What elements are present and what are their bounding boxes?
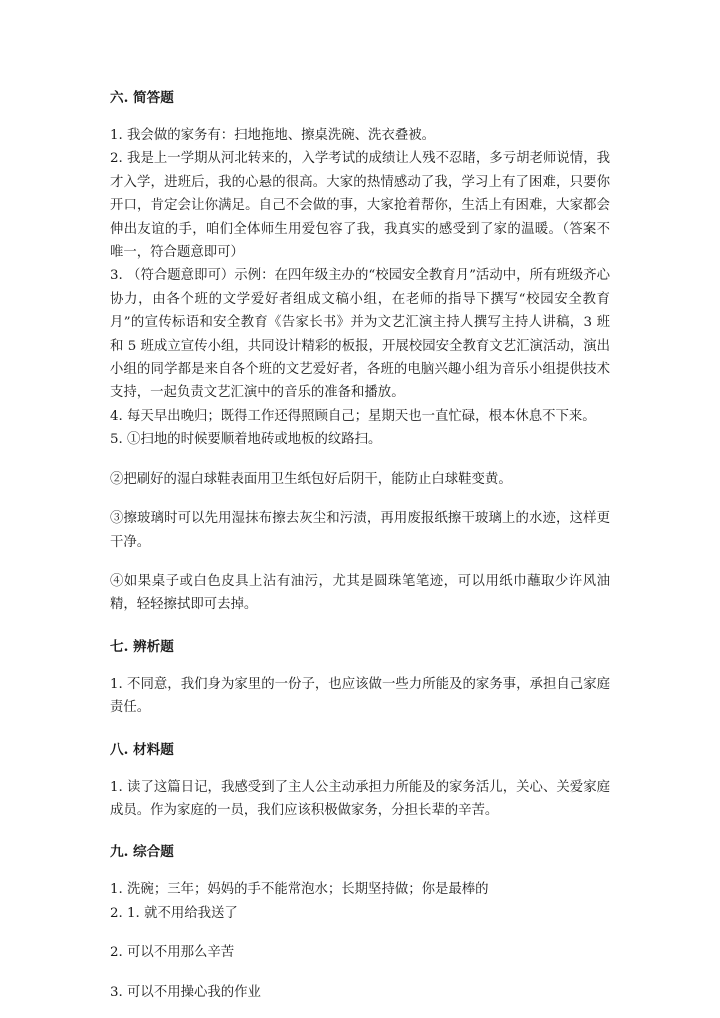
answer-paragraph: 3. 可以不用操心我的作业 [110, 984, 261, 1000]
section-heading-material: 八. 材料题 [110, 741, 174, 758]
answer-paragraph: 2. 可以不用那么辛苦 [110, 945, 235, 961]
answer-paragraph: 5. ①扫地的时候要顺着地砖或地板的纹路扫。 [110, 432, 382, 448]
answer-paragraph: 1. 不同意，我们身为家里的一份子，也应该做一些力所能及的家务事，承担自己家庭责任。 [110, 676, 610, 716]
section-heading-comprehensive: 九. 综合题 [110, 844, 174, 861]
answer-paragraph: ④如果桌子或白色皮具上沾有油污，尤其是圆珠笔笔迹，可以用纸巾蘸取少许风油精，轻轻擦拭即可去掉。 [110, 573, 610, 613]
answer-document [110, 88, 610, 1004]
section-heading-analysis: 七. 辨析题 [110, 638, 174, 655]
answer-paragraph: 2. 1. 就不用给我送了 [110, 905, 238, 921]
answer-paragraph: 1. 读了这篇日记，我感受到了主人公主动承担力所能及的家务活儿，关心、关爱家庭成员。作为家庭的一员，我们应该积极做家务，分担长辈的辛苦。 [110, 779, 610, 818]
answer-paragraph: ③擦玻璃时可以先用湿抹布擦去灰尘和污渍，再用废报纸擦干玻璃上的水迹，这样更干净。 [110, 511, 610, 550]
answer-paragraph: 3. （符合题意即可）示例：在四年级主办的“校园安全教育月”活动中，所有班级齐心协力，由各个班的文学爱好者组成文稿小组，在老师的指导下撰写“校园安全教育月”的宣传标语和安全教育《告家长书》并为文艺汇演主持人撰写主持人讲稿，3 班和 5 班成立宣传小组，共同设计精彩的板报，开展校园安全教育文艺汇演活动，演出小组的同学都是来自各个班的文艺爱好者，各班的电脑兴趣小组为音乐小组提供技术支持，一起负责文艺汇演中的音乐的准备和播放。 [110, 268, 610, 401]
answer-paragraph: 1. 洗碗；三年；妈妈的手不能常泡水；长期坚持做；你是最棒的 [110, 882, 489, 898]
answer-paragraph: 4. 每天早出晚归；既得工作还得照顾自己；星期天也一直忙碌，根本休息不下来。 [110, 408, 596, 424]
answer-paragraph: 1. 我会做的家务有：扫地拖地、擦桌洗碗、洗衣叠被。 [110, 128, 436, 143]
answer-paragraph: ②把刷好的湿白球鞋表面用卫生纸包好后阴干，能防止白球鞋变黄。 [110, 471, 512, 487]
section-heading-short-answer: 六. 简答题 [110, 90, 174, 106]
answer-paragraph: 2. 我是上一学期从河北转来的，入学考试的成绩让人残不忍睹，多亏胡老师说情，我才入学，进班后，我的心悬的很高。大家的热情感动了我，学习上有了困难，只要你开口，肯定会让你满足。自己不会做的事，大家抢着帮你，生活上有困难，大家都会伸出友谊的手，咱们全体师生用爱包容了我，我真实的感受到了家的温暖。（答案不唯一，符合题意即可） [110, 151, 610, 261]
